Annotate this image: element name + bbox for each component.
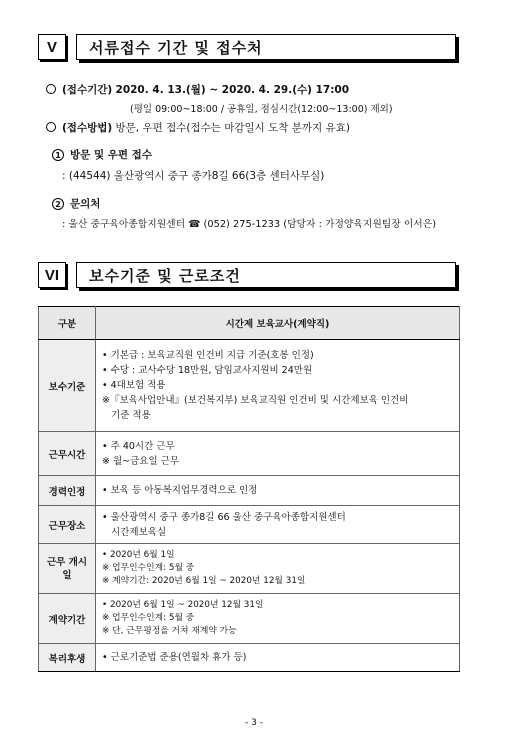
section-5-number: V [38, 34, 66, 60]
row-label: 계약기간 [39, 594, 96, 644]
row-content [96, 340, 460, 432]
sub2-detail: : 울산 중구육아종합지원센터 ☎ (052) 275-1233 (담당자 : 가정양육지원팀장 이서은) [62, 219, 437, 230]
row-line: ※ 단, 근무평정을 거쳐 재계약 가능 [102, 626, 237, 636]
section-6-number: VI [38, 262, 66, 288]
period-value: 2020. 4. 13.(월) ~ 2020. 4. 29.(수) 17:00 [115, 84, 350, 96]
period-line [46, 82, 349, 97]
table-row [39, 340, 460, 432]
row-line: ※ 월~금요일 근무 [102, 455, 180, 467]
table-row [39, 594, 460, 644]
row-label: 복리후생 [39, 644, 96, 672]
page-number: - 3 - [245, 718, 263, 728]
period-note: (평일 09:00~18:00 / 공휴일, 점심시간(12:00~13:00) 제외) [130, 104, 393, 115]
sub1-title: 방문 및 우편 접수 [70, 149, 152, 161]
sub2-title: 문의처 [70, 198, 101, 210]
row-label: 근무 개시일 [39, 544, 96, 594]
table-row [39, 506, 460, 544]
sub2-line [52, 196, 100, 211]
circled-number-1-icon: 1 [52, 149, 64, 161]
section-5-header [38, 34, 458, 60]
conditions-table [38, 306, 460, 672]
hollow-circle-bullet-icon [46, 122, 56, 132]
row-line: ※ 업무인수인계: 5월 중 [102, 563, 195, 573]
row-content [96, 544, 460, 594]
row-label: 근무장소 [39, 506, 96, 544]
row-content [96, 506, 460, 544]
row-line: • 울산광역시 중구 종가8길 66 울산 중구육아종합지원센터 [102, 511, 346, 523]
row-line: • 4대보험 적용 [102, 380, 166, 391]
row-label: 경력인정 [39, 476, 96, 506]
section-6-header [38, 262, 458, 288]
row-line: • 보육 등 아동복지업무경력으로 인정 [102, 485, 258, 496]
hollow-circle-bullet-icon [46, 84, 56, 94]
table-row [39, 544, 460, 594]
row-line: ※『보육사업안내』(보건복지부) 보육교직원 인건비 및 시간제보육 인건비 [102, 395, 409, 406]
table-row [39, 476, 460, 506]
row-content [96, 644, 460, 672]
row-content [96, 594, 460, 644]
row-line: • 2020년 6월 1일 ~ 2020년 12월 31일 [102, 600, 264, 610]
row-label: 보수기준 [39, 340, 96, 432]
row-content [96, 476, 460, 506]
row-line: 시간제보육실 [102, 526, 167, 538]
header-category: 구분 [39, 307, 96, 340]
method-value: 방문, 우편 접수(접수는 마감일시 도착 분까지 유효) [115, 122, 350, 134]
row-content [96, 432, 460, 476]
row-line: ※ 업무인수인계: 5월 중 [102, 613, 195, 623]
section-5-title: 서류접수 기간 및 접수처 [76, 34, 456, 60]
table-row [39, 432, 460, 476]
row-line: • 기본급 : 보육교직원 인건비 지급 기준(호봉 인정) [102, 350, 314, 361]
row-line: • 주 40시간 근무 [102, 440, 175, 452]
section-6-title: 보수기준 및 근로조건 [76, 262, 456, 288]
circled-number-2-icon: 2 [52, 198, 64, 210]
row-line: • 근로기준법 준용(연월차 휴가 등) [102, 652, 247, 663]
sub1-detail: : (44544) 울산광역시 중구 종가8길 66(3층 센터사무실) [62, 170, 325, 182]
row-line: ※ 계약기간: 2020년 6월 1일 ~ 2020년 12월 31일 [102, 576, 306, 586]
method-line [46, 120, 350, 135]
header-position: 시간제 보육교사(계약직) [96, 307, 460, 340]
table-row [39, 644, 460, 672]
method-label: (접수방법) [62, 122, 113, 134]
sub1-line [52, 147, 152, 162]
row-label: 근무시간 [39, 432, 96, 476]
table-header-row [39, 307, 460, 340]
period-label: (접수기간) [62, 84, 113, 96]
row-line: • 수당 : 교사수당 18만원, 담임교사지원비 24만원 [102, 365, 313, 376]
row-line: 기준 적용 [102, 410, 151, 421]
row-line: • 2020년 6월 1일 [102, 550, 175, 560]
